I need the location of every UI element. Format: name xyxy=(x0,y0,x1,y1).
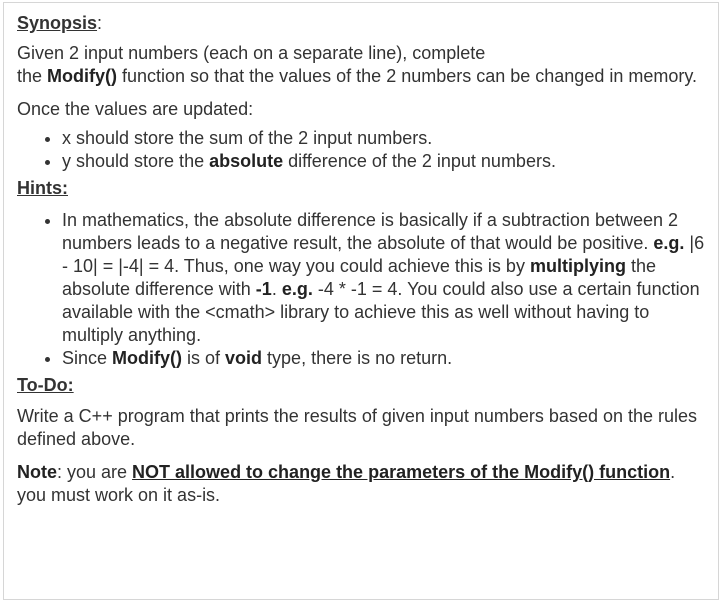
bullet-x xyxy=(62,127,708,150)
note-end: . you must work on it as-is. xyxy=(17,462,676,505)
hint1-neg1: -1 xyxy=(255,279,272,299)
hint1-t1: In mathematics, the absolute difference is basically if a subtraction between 2 numbers leads to a negative result, the absolute of that would be positive. xyxy=(62,210,679,253)
update-intro: Once the values are updated: xyxy=(17,99,254,119)
modify-function-name: Modify() xyxy=(47,66,118,86)
hints-heading: Hints: xyxy=(17,178,68,198)
hint1-t2: |6 - 10| = |-4| = 4. Thus, one way you could achieve this is by xyxy=(62,233,705,276)
synopsis-the: the xyxy=(17,66,48,86)
hint2-pre: Since xyxy=(62,348,113,368)
hint2-post: type, there is no return. xyxy=(262,348,453,368)
bullet-y-post: difference of the 2 input numbers. xyxy=(283,151,556,171)
synopsis-heading: Synopsis xyxy=(17,13,98,33)
hint2-mid: is of xyxy=(182,348,226,368)
bullet-y xyxy=(62,150,708,173)
hint1-eg2: e.g. xyxy=(281,279,313,299)
bullet-y-pre: y should store the xyxy=(62,151,210,171)
note-restriction: NOT allowed to change the parameters of the Modify() function xyxy=(132,462,671,482)
hint2-void: void xyxy=(225,348,263,368)
problem-description-panel xyxy=(3,2,719,600)
synopsis-bullet-list xyxy=(17,127,708,173)
note-label: Note xyxy=(17,462,57,482)
todo-paragraph: Write a C++ program that prints the results of given input numbers based on the rules defined above. xyxy=(17,406,698,449)
hint1-eg1: e.g. xyxy=(653,233,685,253)
bullet-y-bold: absolute xyxy=(209,151,284,171)
synopsis-heading-row xyxy=(17,12,708,35)
hint2-modify: Modify() xyxy=(112,348,183,368)
synopsis-rest: function so that the values of the 2 numbers can be changed in memory. xyxy=(117,66,698,86)
note-mid: : you are xyxy=(57,462,133,482)
hint1-t4: . xyxy=(271,279,282,299)
synopsis-colon: : xyxy=(97,13,103,33)
synopsis-paragraph xyxy=(17,42,708,88)
todo-heading: To-Do: xyxy=(17,375,74,395)
hint-void-type xyxy=(62,347,708,370)
bullet-x-text: x should store the sum of the 2 input numbers. xyxy=(62,128,433,148)
hint-absolute-difference xyxy=(62,209,708,347)
hints-bullet-list xyxy=(17,209,708,370)
synopsis-line1: Given 2 input numbers (each on a separate line), complete xyxy=(17,43,486,63)
hint1-t5: -4 * -1 = 4. You could also use a certain function available with the <cmath> library to achieve this as well without having to multiply anything. xyxy=(62,279,700,345)
todo-heading-row xyxy=(17,374,708,397)
hint1-multiplying: multiplying xyxy=(529,256,626,276)
hint1-t3: the absolute difference with xyxy=(62,256,656,299)
hints-heading-row xyxy=(17,177,708,200)
note-paragraph xyxy=(17,461,708,507)
